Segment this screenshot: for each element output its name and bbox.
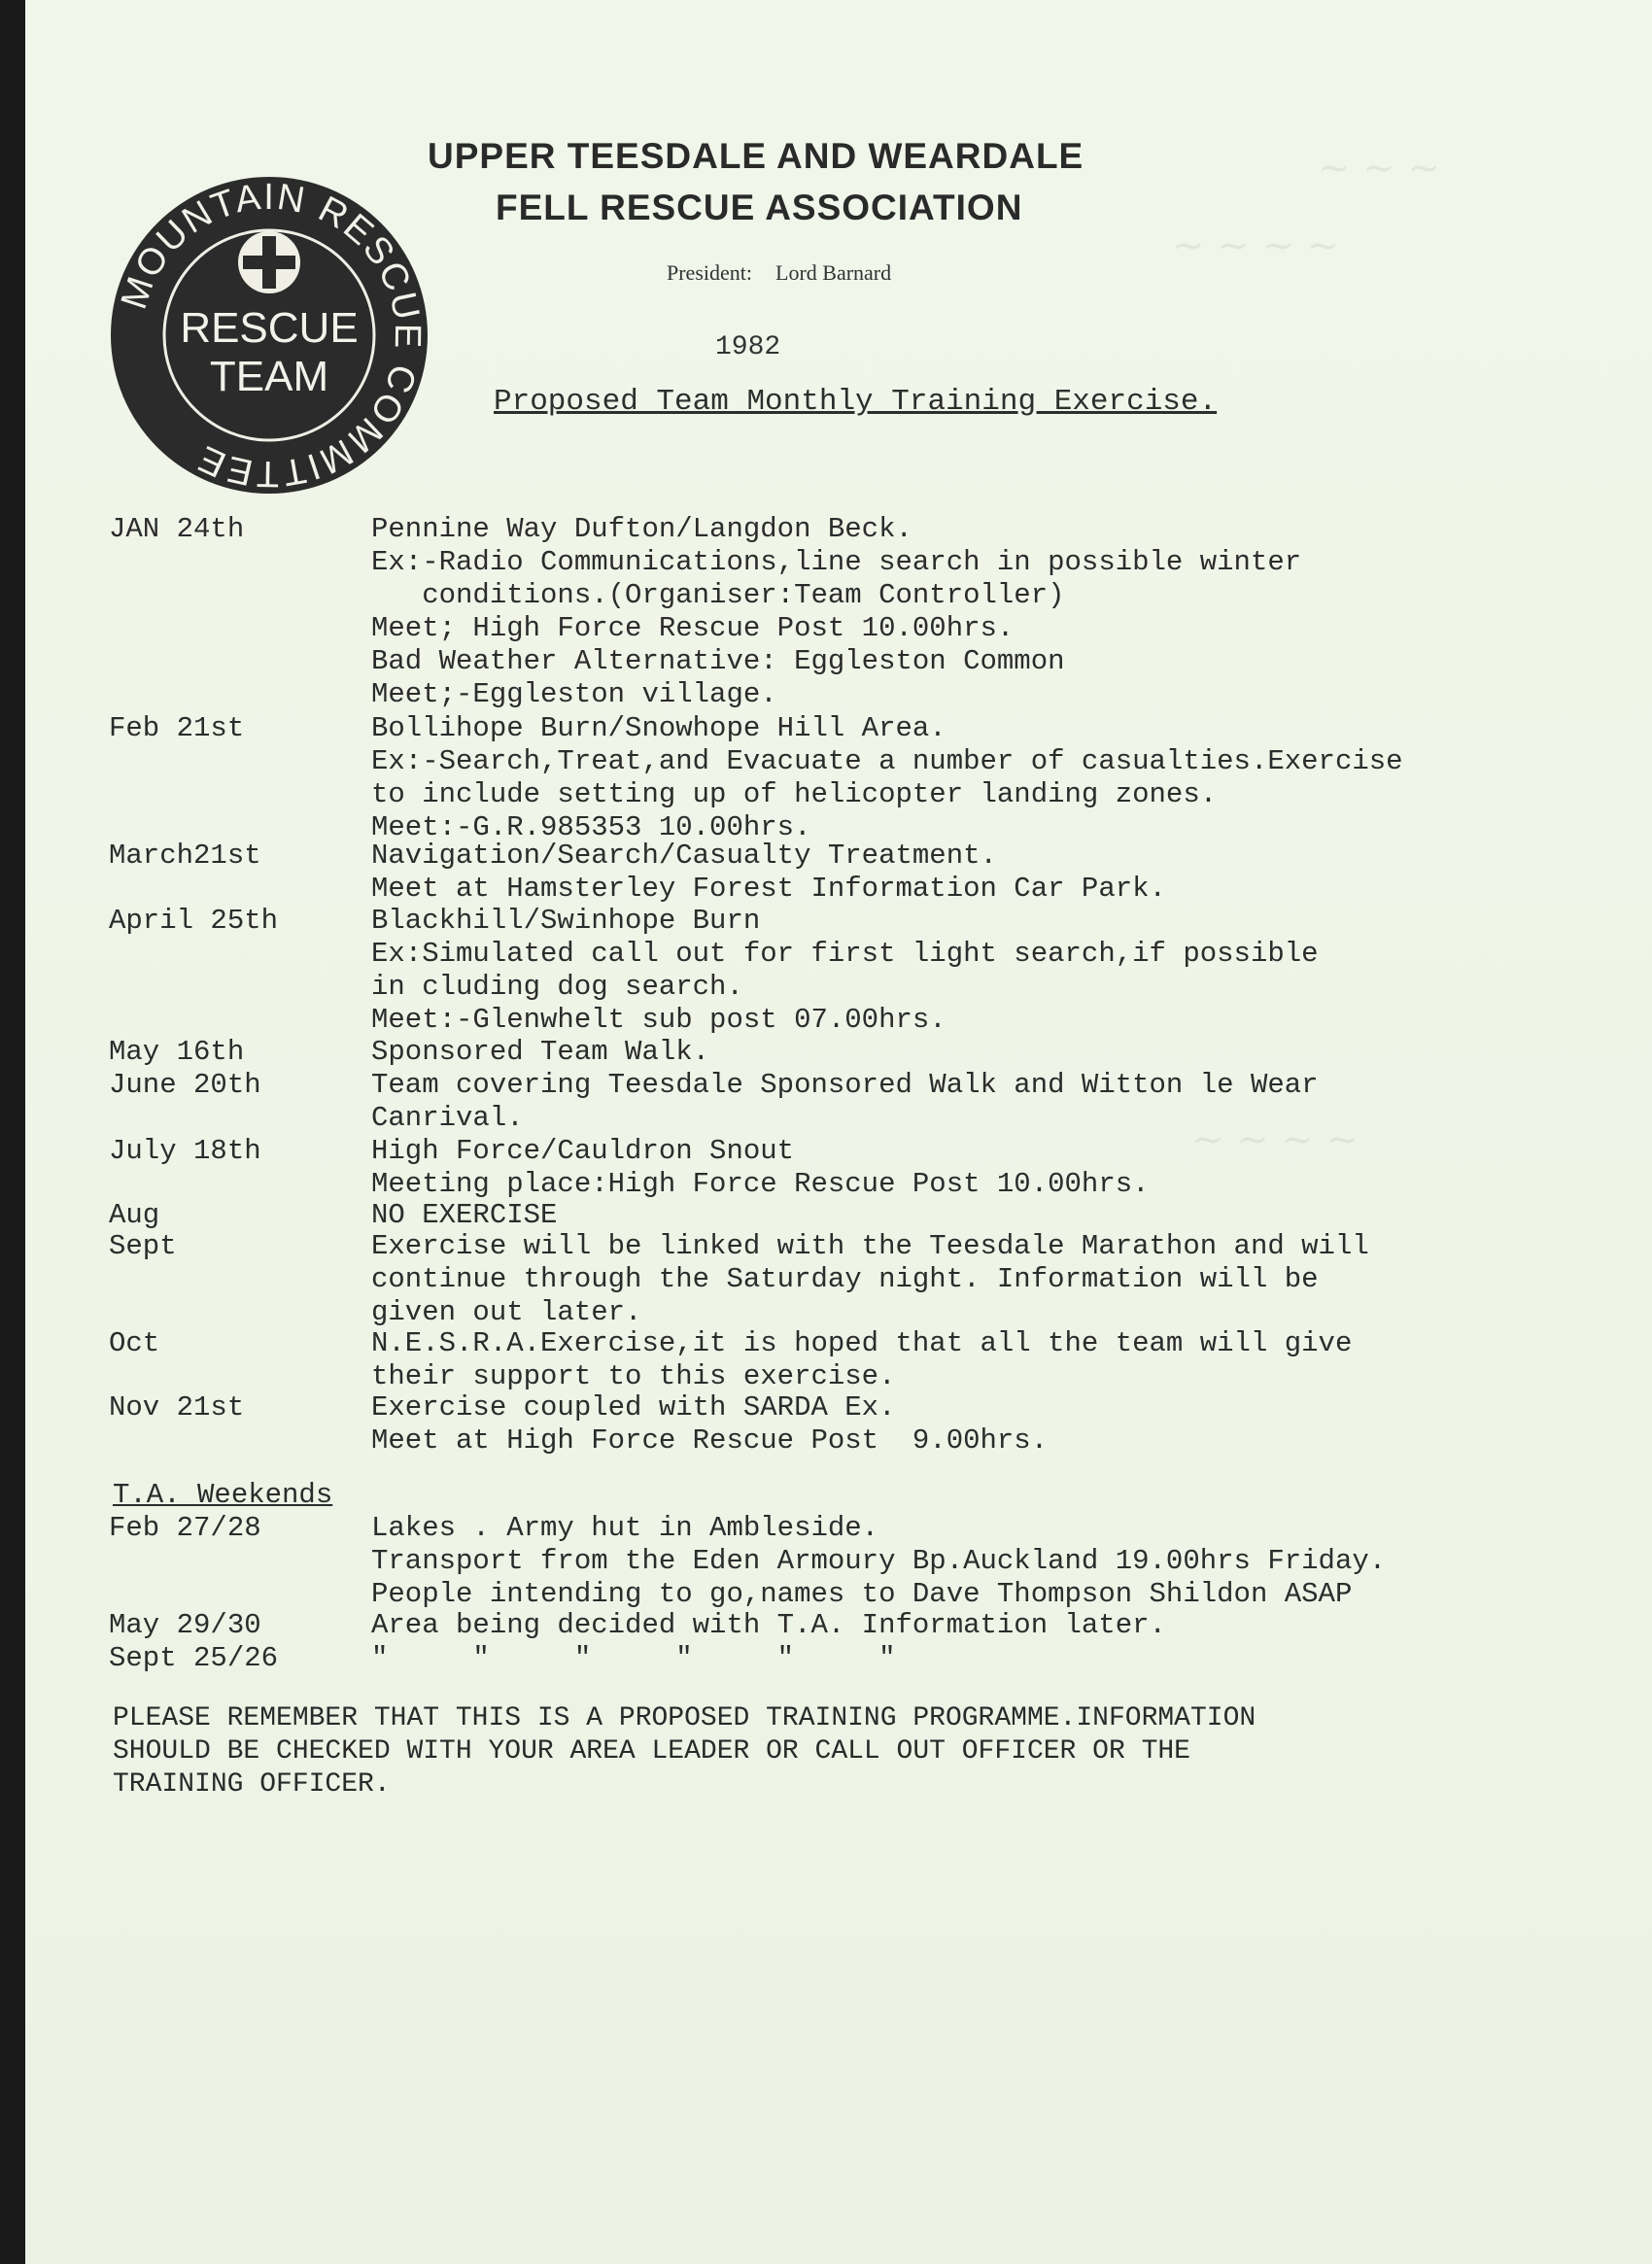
schedule-detail-line: in cluding dog search. <box>371 971 743 1003</box>
schedule-detail-line: Meet at Hamsterley Forest Information Car Park. <box>371 873 1166 905</box>
schedule-details <box>371 1135 1150 1201</box>
schedule-detail-line: NO EXERCISE <box>371 1199 558 1231</box>
rescue-team-emblem <box>109 175 430 496</box>
schedule-detail-line: Meet:-G.R.985353 10.00hrs. <box>371 811 811 843</box>
president-name: Lord Barnard <box>775 260 892 285</box>
ta-weekend-date: Sept 25/26 <box>109 1642 279 1674</box>
schedule-date: Nov 21st <box>109 1391 245 1424</box>
ta-weekends-heading: T.A. Weekends <box>113 1479 333 1511</box>
schedule-detail-line: Meet; High Force Rescue Post 10.00hrs. <box>371 612 1015 644</box>
document-page <box>25 0 1652 2264</box>
schedule-details <box>371 1199 557 1232</box>
show-through: ~ ~ ~ ~ <box>1172 223 1340 268</box>
ta-weekend-details <box>371 1512 1386 1611</box>
schedule-details <box>371 513 1301 711</box>
schedule-details <box>371 1036 709 1069</box>
schedule-detail-line: Canrival. <box>371 1102 524 1134</box>
show-through: ~ ~ ~ <box>1318 146 1440 190</box>
emblem-center-line1: RESCUE <box>180 304 359 352</box>
schedule-date: July 18th <box>109 1135 261 1167</box>
ta-weekend-date: Feb 27/28 <box>109 1512 261 1544</box>
ta-weekend-detail-line: Transport from the Eden Armoury Bp.Auckland 19.00hrs Friday. <box>371 1545 1387 1577</box>
schedule-detail-line: Ex:Simulated call out for first light search,if possible <box>371 938 1319 970</box>
schedule-date: Sept <box>109 1230 177 1262</box>
schedule-date: Feb 21st <box>109 712 245 744</box>
schedule-detail-line: Ex:-Radio Communications,line search in possible winter <box>371 546 1302 578</box>
schedule-detail-line: Meet at High Force Rescue Post 9.00hrs. <box>371 1424 1049 1457</box>
schedule-detail-line: N.E.S.R.A.Exercise,it is hoped that all the team will give <box>371 1327 1353 1359</box>
ta-weekend-date: May 29/30 <box>109 1609 261 1641</box>
schedule-details <box>371 1391 1048 1458</box>
schedule-date: April 25th <box>109 905 279 937</box>
schedule-detail-line: Meet:-Glenwhelt sub post 07.00hrs. <box>371 1004 946 1036</box>
schedule-details <box>371 1230 1369 1329</box>
schedule-date: Oct <box>109 1327 160 1359</box>
schedule-date: May 16th <box>109 1036 245 1068</box>
notice-line: SHOULD BE CHECKED WITH YOUR AREA LEADER OR CALL OUT OFFICER OR THE <box>113 1736 1190 1767</box>
schedule-detail-line: continue through the Saturday night. Information will be <box>371 1263 1319 1295</box>
ta-weekend-detail-line: Area being decided with T.A. Information later. <box>371 1609 1166 1641</box>
schedule-detail-line: Exercise coupled with SARDA Ex. <box>371 1391 896 1424</box>
schedule-detail-line: Meet;-Eggleston village. <box>371 678 777 710</box>
schedule-detail-line: to include setting up of helicopter landing zones. <box>371 778 1218 810</box>
schedule-date: Aug <box>109 1199 160 1231</box>
schedule-details <box>371 840 1166 906</box>
schedule-detail-line: their support to this exercise. <box>371 1360 896 1392</box>
org-name-line2: FELL RESCUE ASSOCIATION <box>496 188 1023 227</box>
schedule-detail-line: Ex:-Search,Treat,and Evacuate a number of casualties.Exercise <box>371 745 1403 777</box>
notice-line: TRAINING OFFICER. <box>113 1769 391 1800</box>
schedule-detail-line: given out later. <box>371 1296 642 1328</box>
president-label: President: <box>667 260 752 285</box>
schedule-details <box>371 1069 1319 1135</box>
schedule-detail-line: Meeting place:High Force Rescue Post 10.00hrs. <box>371 1168 1150 1200</box>
schedule-detail-line: Exercise will be linked with the Teesdale Marathon and will <box>371 1230 1369 1262</box>
notice-line: PLEASE REMEMBER THAT THIS IS A PROPOSED TRAINING PROGRAMME.INFORMATION <box>113 1703 1256 1733</box>
schedule-date: JAN 24th <box>109 513 245 545</box>
schedule-detail-line: Blackhill/Swinhope Burn <box>371 905 761 937</box>
org-name-line1: UPPER TEESDALE AND WEARDALE <box>428 136 1084 176</box>
president-line <box>667 260 891 286</box>
scan-edge <box>0 0 25 2264</box>
show-through: ~ ~ ~ ~ <box>1191 1117 1359 1162</box>
ta-weekend-details <box>371 1609 1166 1642</box>
document-title: Proposed Team Monthly Training Exercise. <box>494 385 1218 419</box>
schedule-detail-line: Bollihope Burn/Snowhope Hill Area. <box>371 712 946 744</box>
schedule-detail-line: Bad Weather Alternative: Eggleston Common <box>371 645 1065 677</box>
schedule-detail-line: High Force/Cauldron Snout <box>371 1135 795 1167</box>
schedule-date: March21st <box>109 840 261 872</box>
schedule-detail-line: Team covering Teesdale Sponsored Walk and Witton le Wear <box>371 1069 1319 1101</box>
notice-block <box>113 1702 1256 1801</box>
emblem-ring-text: MOUNTAIN RESCUE COMMITTEE <box>113 176 429 495</box>
schedule-detail-line: Pennine Way Dufton/Langdon Beck. <box>371 513 912 545</box>
schedule-details <box>371 905 1319 1037</box>
schedule-details <box>371 1327 1352 1393</box>
ta-weekend-detail-line: Lakes . Army hut in Ambleside. <box>371 1512 879 1544</box>
emblem-center-line2: TEAM <box>209 353 329 400</box>
ta-weekend-detail-line: " " " " " " <box>371 1642 896 1674</box>
document-year: 1982 <box>715 332 781 362</box>
ta-weekend-detail-line: People intending to go,names to Dave Thompson Shildon ASAP <box>371 1578 1353 1610</box>
schedule-detail-line: Navigation/Search/Casualty Treatment. <box>371 840 997 872</box>
cross-icon <box>243 256 295 269</box>
ta-weekend-details <box>371 1642 896 1675</box>
schedule-date: June 20th <box>109 1069 261 1101</box>
schedule-details <box>371 712 1403 844</box>
schedule-detail-line: conditions.(Organiser:Team Controller) <box>371 579 1065 611</box>
schedule-detail-line: Sponsored Team Walk. <box>371 1036 710 1068</box>
